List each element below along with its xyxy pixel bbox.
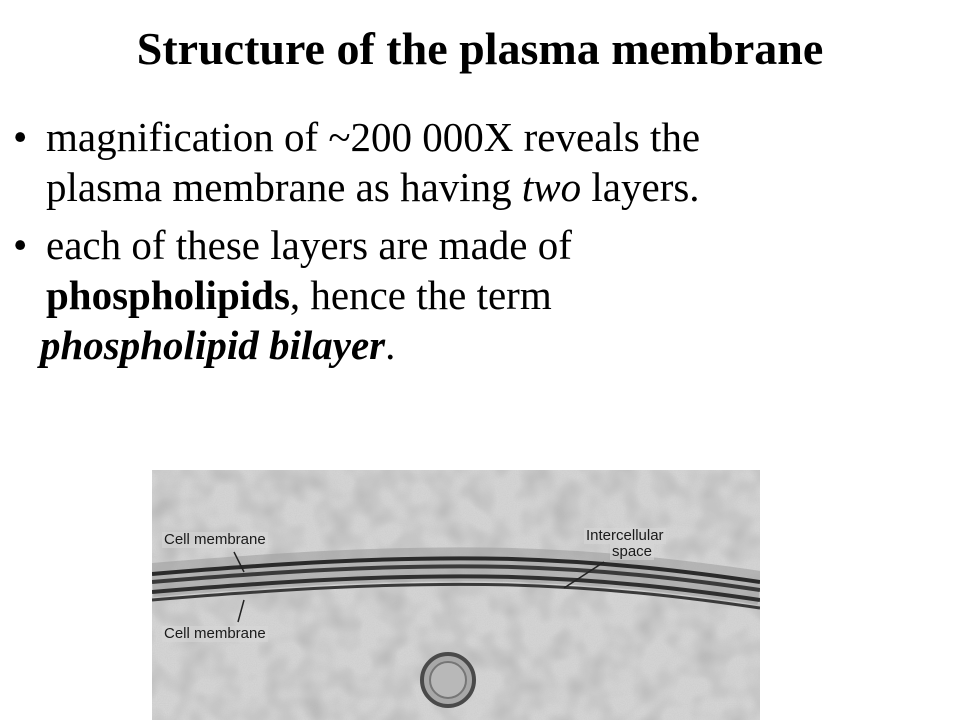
micrograph-image [152,470,760,720]
bold-italic-term: phospholipid bilayer [40,322,386,368]
bold-term: phospholipids [46,272,290,318]
cell-membrane-label-bottom: Cell membrane [164,625,266,642]
bullet-marker: • [13,222,28,268]
bullet-item [0,112,960,212]
cell-membrane-label-top: Cell membrane [164,531,266,548]
bullet-text: , hence the term [289,272,552,318]
bullet-text-line [40,320,960,370]
bullet-item [0,220,960,370]
membrane-micrograph [152,470,760,720]
bullet-list [0,112,960,378]
bullet-text-line: magnification of ~200 000X reveals the [46,114,701,160]
bullet-text: plasma membrane as having [46,164,522,210]
bullet-text-line [46,270,960,320]
emphasis-text: two [521,164,582,210]
bullet-text: layers. [581,164,700,210]
bullet-text: . [385,322,396,368]
intercellular-label: Intercellular [586,527,664,544]
bullet-text-line [46,162,960,212]
bullet-text-line: each of these layers are made of [46,222,572,268]
bullet-marker: • [13,114,28,160]
space-label: space [612,543,653,560]
slide-title: Structure of the plasma membrane [136,23,824,74]
